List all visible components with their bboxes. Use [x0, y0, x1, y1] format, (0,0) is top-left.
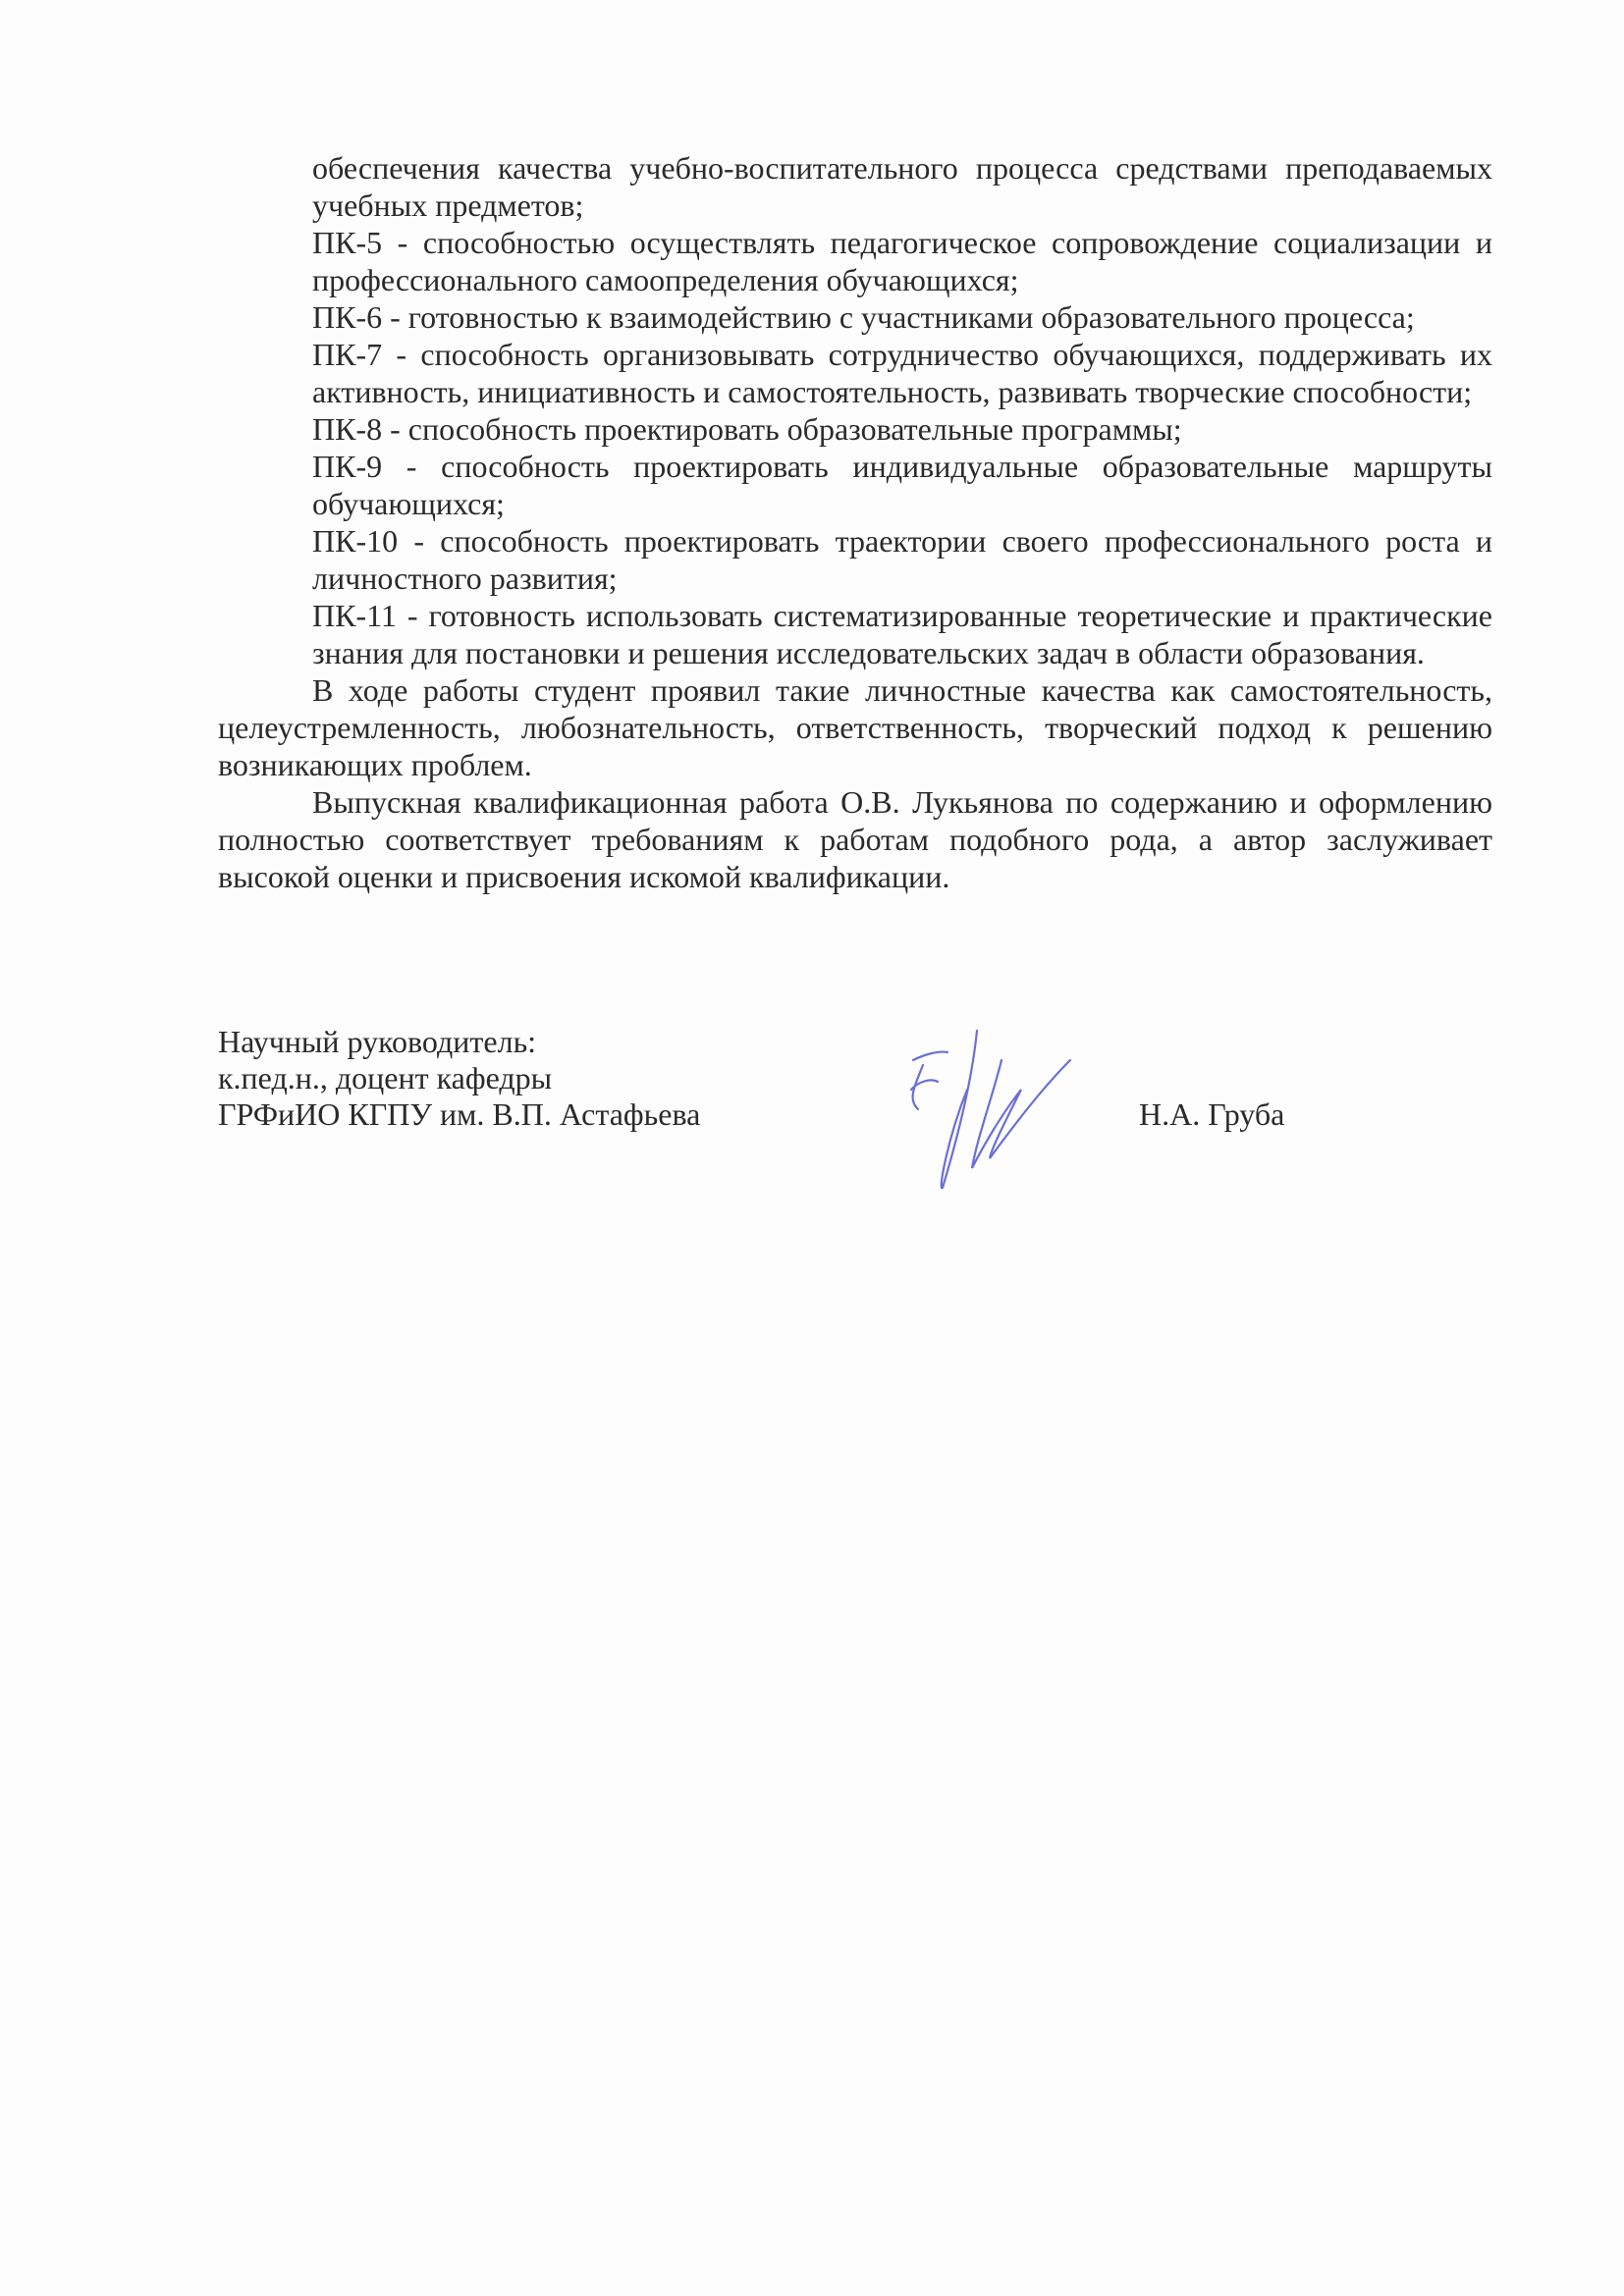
competence-item: ПК-7 - способность организовывать сотрудничество обучающихся, поддерживать их активность, инициативность и самостоятельность, развивать творческие способности; — [312, 337, 1492, 409]
competence-item: обеспечения качества учебно-воспитательного процесса средствами преподаваемых учебных предметов; — [312, 150, 1492, 223]
paragraph-qualities: В ходе работы студент проявил такие личностные качества как самостоятельность, целеустремленность, любознательность, ответственность, творческий подход к решению возникающих проблем. — [218, 672, 1492, 782]
competence-item: ПК-10 - способность проектировать траектории своего профессионального роста и личностного развития; — [312, 523, 1492, 596]
review-paragraphs — [218, 671, 1492, 895]
signatory-name: Н.А. Груба — [1139, 1096, 1285, 1132]
signatory-title: к.пед.н., доцент кафедры — [218, 1060, 553, 1095]
competence-item: ПК-6 - готовностью к взаимодействию с участниками образовательного процесса; — [312, 299, 1415, 335]
competence-item: ПК-8 - способность проектировать образовательные программы; — [312, 411, 1182, 447]
competence-item: ПК-5 - способностью осуществлять педагогическое сопровождение социализации и профессионального самоопределения обучающихся; — [312, 225, 1492, 297]
signatory-role: Научный руководитель: — [218, 1024, 537, 1059]
handwritten-signature — [884, 1021, 1100, 1198]
paragraph-conclusion: Выпускная квалификационная работа О.В. Лукьянова по содержанию и оформлению полностью соответствует требованиям к работам подобного рода, а автор заслуживает высокой оценки и присвоения искомой квалификации. — [218, 784, 1492, 894]
document-body — [218, 149, 1492, 895]
competence-item: ПК-11 - готовность использовать систематизированные теоретические и практические знания для постановки и решения исследовательских задач в области образования. — [312, 598, 1492, 670]
competence-list — [312, 149, 1492, 671]
competence-item: ПК-9 - способность проектировать индивидуальные образовательные маршруты обучающихся; — [312, 449, 1492, 521]
signatory-org: ГРФиИО КГПУ им. В.П. Астафьева — [218, 1096, 701, 1132]
signatory-block — [218, 1024, 700, 1133]
